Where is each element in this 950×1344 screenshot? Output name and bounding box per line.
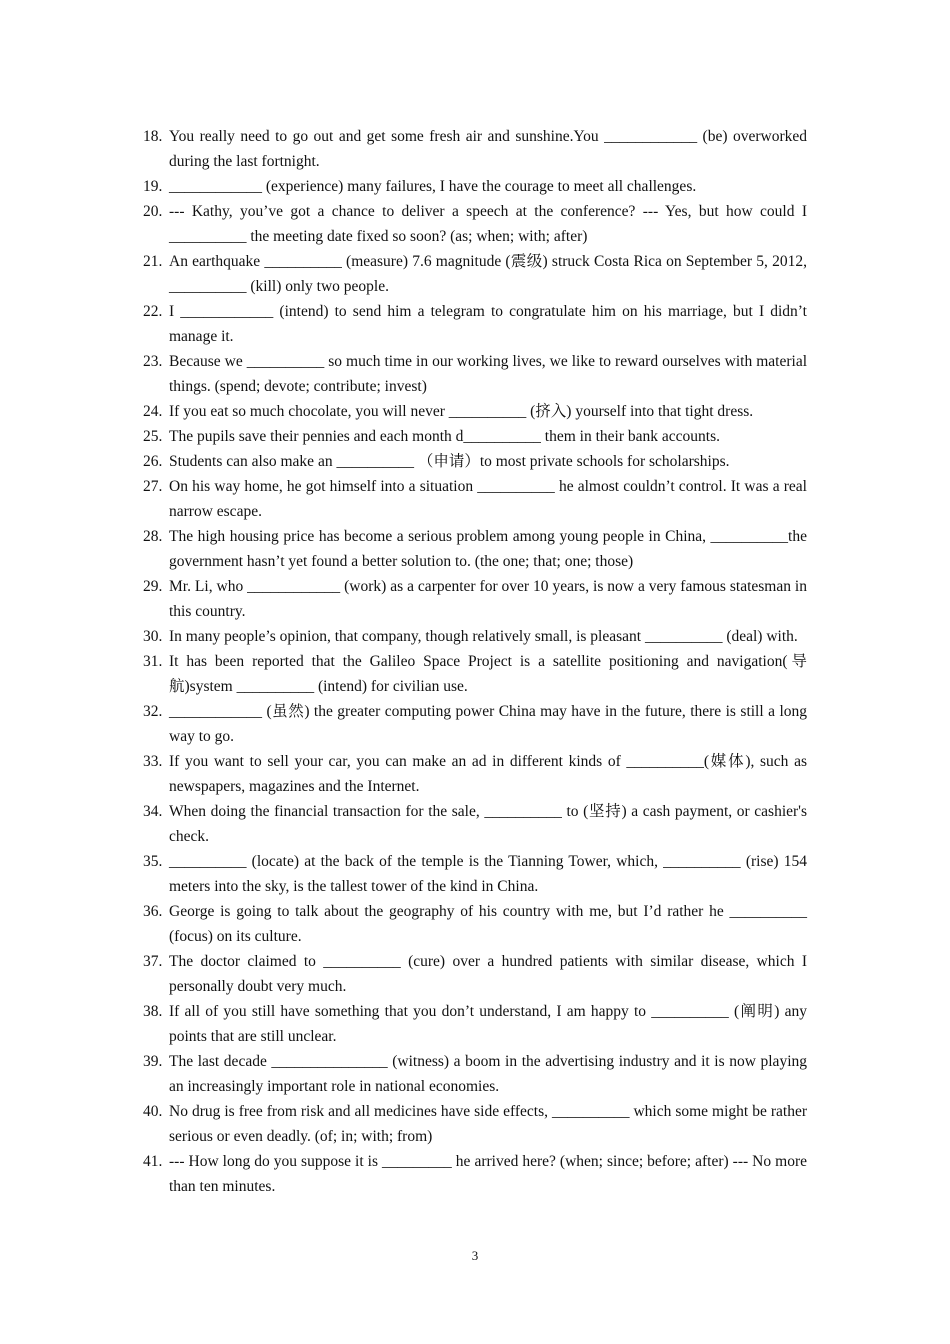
item-number: 40. — [143, 1103, 163, 1120]
item-text: When doing the financial transaction for the sale, __________ to (坚持) a cash payment, or cashier's check. — [169, 803, 807, 845]
exercise-item — [143, 649, 807, 699]
item-text: In many people’s opinion, that company, though relatively small, is pleasant __________ (deal) with. — [169, 628, 798, 645]
item-number: 31. — [143, 653, 163, 670]
exercise-item — [143, 699, 807, 749]
exercise-item — [143, 949, 807, 999]
exercise-item — [143, 624, 807, 649]
item-text: No drug is free from risk and all medicines have side effects, __________ which some might be rather serious or even deadly. (of; in; with; from) — [169, 1103, 807, 1145]
exercise-item — [143, 524, 807, 574]
exercise-item — [143, 1149, 807, 1199]
item-number: 22. — [143, 303, 163, 320]
item-number: 32. — [143, 703, 163, 720]
exercise-list — [143, 124, 807, 1199]
page-number: 3 — [471, 1248, 479, 1263]
exercise-item — [143, 124, 807, 174]
item-text: I ____________ (intend) to send him a telegram to congratulate him on his marriage, but I didn’t manage it. — [169, 303, 807, 345]
exercise-item — [143, 399, 807, 424]
item-number: 41. — [143, 1153, 163, 1170]
item-number: 37. — [143, 953, 163, 970]
item-text: The doctor claimed to __________ (cure) over a hundred patients with similar disease, which I personally doubt very much. — [169, 953, 807, 995]
item-text: Mr. Li, who ____________ (work) as a carpenter for over 10 years, is now a very famous statesman in this country. — [169, 578, 807, 620]
item-text: It has been reported that the Galileo Space Project is a satellite positioning and navigation(导航)system __________ (intend) for civilian use. — [169, 653, 807, 695]
exercise-item — [143, 424, 807, 449]
exercise-item — [143, 349, 807, 399]
item-text: --- How long do you suppose it is _________ he arrived here? (when; since; before; after) --- No more than ten minutes. — [169, 1153, 807, 1195]
item-number: 30. — [143, 628, 163, 645]
exercise-item — [143, 174, 807, 199]
item-number: 21. — [143, 253, 163, 270]
exercise-item — [143, 299, 807, 349]
exercise-item — [143, 849, 807, 899]
item-text: If all of you still have something that you don’t understand, I am happy to __________ (阐明) any points that are still unclear. — [169, 1003, 807, 1045]
item-text: An earthquake __________ (measure) 7.6 magnitude (震级) struck Costa Rica on September 5, 2012, __________ (kill) only two people. — [169, 253, 807, 295]
item-text: If you eat so much chocolate, you will never __________ (挤入) yourself into that tight dress. — [169, 403, 754, 420]
item-text: __________ (locate) at the back of the temple is the Tianning Tower, which, __________ (rise) 154 meters into the sky, is the tallest tower of the kind in China. — [169, 853, 807, 895]
item-number: 33. — [143, 753, 163, 770]
exercise-item — [143, 1099, 807, 1149]
item-text: George is going to talk about the geography of his country with me, but I’d rather he __________ (focus) on its culture. — [169, 903, 807, 945]
item-text: --- Kathy, you’ve got a chance to deliver a speech at the conference? --- Yes, but how could I __________ the meeting date fixed so soon? (as; when; with; after) — [169, 203, 807, 245]
item-number: 19. — [143, 178, 163, 195]
item-number: 18. — [143, 128, 163, 145]
item-number: 35. — [143, 853, 163, 870]
exercise-item — [143, 799, 807, 849]
item-text: If you want to sell your car, you can make an ad in different kinds of __________(媒体), such as newspapers, magazines and the Internet. — [169, 753, 807, 795]
item-number: 27. — [143, 478, 163, 495]
item-text: The last decade _______________ (witness) a boom in the advertising industry and it is now playing an increasingly important role in national economies. — [169, 1053, 807, 1095]
item-text: Students can also make an __________ （申请）to most private schools for scholarships. — [169, 453, 730, 470]
item-number: 24. — [143, 403, 163, 420]
exercise-item — [143, 249, 807, 299]
exercise-item — [143, 474, 807, 524]
exercise-item — [143, 449, 807, 474]
item-number: 20. — [143, 203, 163, 220]
item-text: ____________ (虽然) the greater computing power China may have in the future, there is still a long way to go. — [169, 703, 807, 745]
exercise-item — [143, 899, 807, 949]
item-number: 28. — [143, 528, 163, 545]
item-text: The pupils save their pennies and each month d__________ them in their bank accounts. — [169, 428, 720, 445]
item-number: 38. — [143, 1003, 163, 1020]
item-text: You really need to go out and get some fresh air and sunshine.You ____________ (be) overworked during the last fortnight. — [169, 128, 807, 170]
exercise-item — [143, 749, 807, 799]
exercise-item — [143, 1049, 807, 1099]
item-number: 25. — [143, 428, 163, 445]
item-text: On his way home, he got himself into a situation __________ he almost couldn’t control. It was a real narrow escape. — [169, 478, 807, 520]
item-text: ____________ (experience) many failures, I have the courage to meet all challenges. — [169, 178, 697, 195]
item-number: 36. — [143, 903, 163, 920]
exercise-item — [143, 574, 807, 624]
item-number: 39. — [143, 1053, 163, 1070]
exercise-item — [143, 999, 807, 1049]
item-text: The high housing price has become a serious problem among young people in China, __________the government hasn’t yet found a better solution to. (the one; that; one; those) — [169, 528, 807, 570]
item-number: 34. — [143, 803, 163, 820]
item-number: 23. — [143, 353, 163, 370]
exercise-item — [143, 199, 807, 249]
item-text: Because we __________ so much time in our working lives, we like to reward ourselves with material things. (spend; devote; contribute; invest) — [169, 353, 807, 395]
item-number: 26. — [143, 453, 163, 470]
item-number: 29. — [143, 578, 163, 595]
